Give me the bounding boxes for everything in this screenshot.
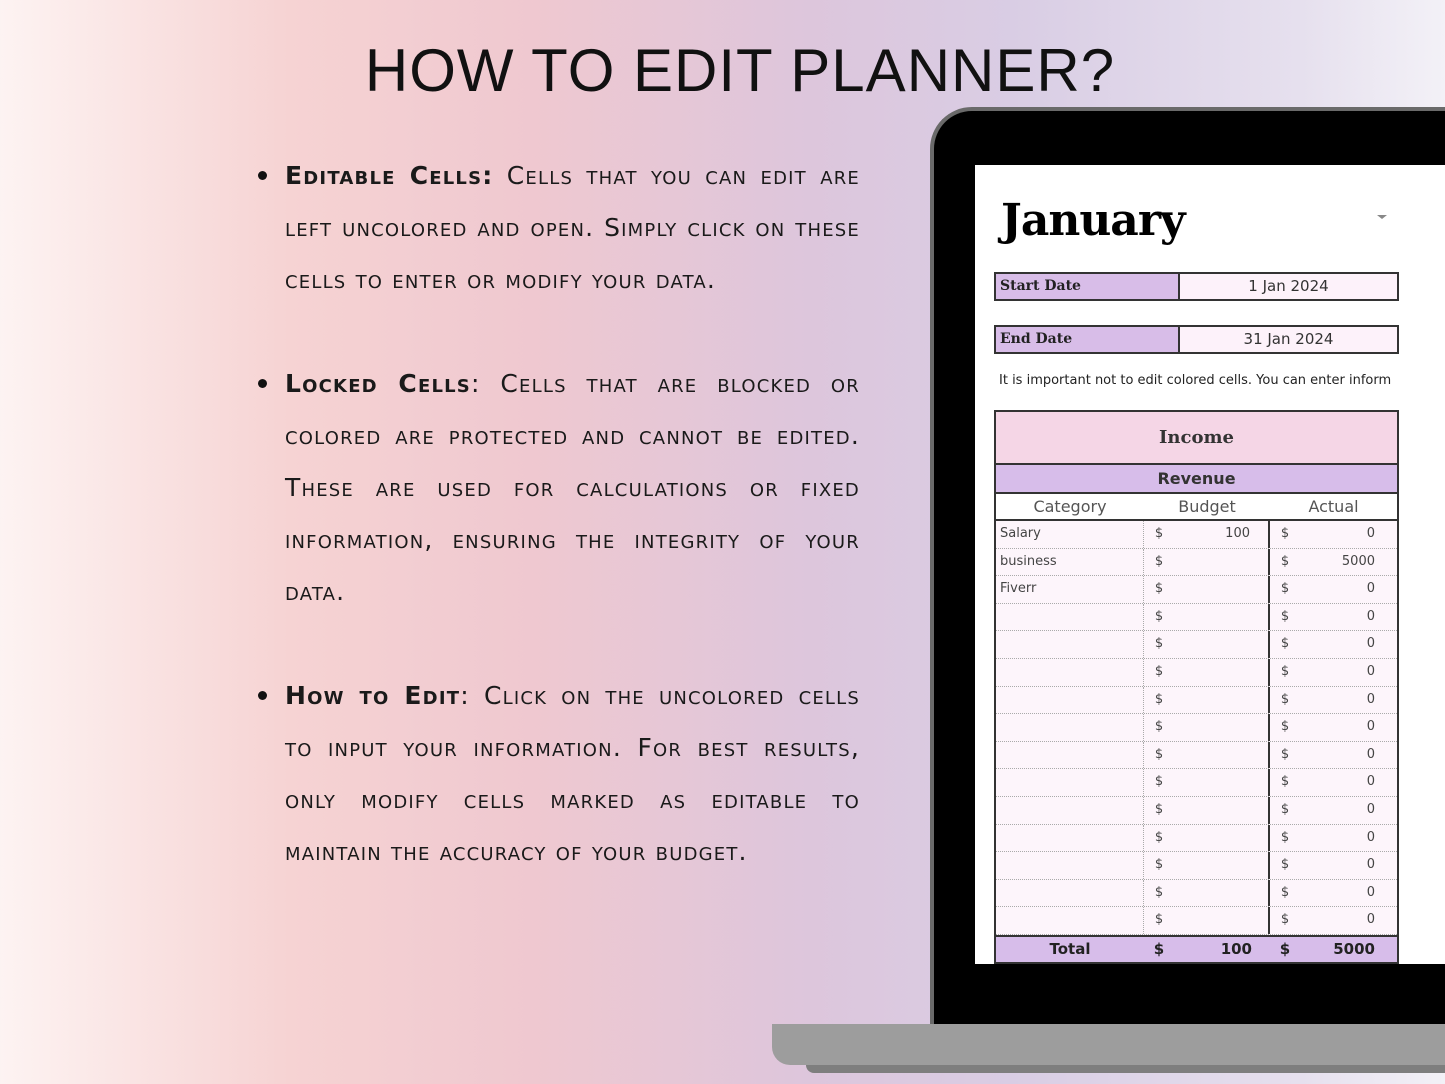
table-row — [996, 659, 1397, 687]
budget-cell[interactable] — [1174, 687, 1270, 714]
instruction-body: : Click on the uncolored cells to input your information. For best results, only modify cells marked as editable to maintain the accuracy of your budget. — [285, 681, 860, 866]
currency-symbol: $ — [1154, 801, 1164, 817]
currency-symbol: $ — [1154, 663, 1164, 679]
currency-symbol: $ — [1280, 553, 1290, 569]
budget-cell[interactable] — [1174, 769, 1270, 796]
currency-symbol: $ — [1154, 526, 1164, 541]
bullet-dot-icon — [258, 379, 267, 388]
category-cell[interactable]: Fiverr — [996, 576, 1144, 603]
table-body — [996, 521, 1397, 935]
category-cell[interactable] — [996, 907, 1144, 934]
table-row — [996, 576, 1397, 604]
budget-cell[interactable] — [1174, 880, 1270, 907]
currency-symbol: $ — [1154, 746, 1164, 762]
edit-warning-note: It is important not to edit colored cells. You can enter inform — [999, 373, 1392, 388]
currency-symbol: $ — [1154, 553, 1164, 569]
laptop-base-shadow — [806, 1065, 1445, 1073]
currency-symbol: $ — [1154, 636, 1164, 652]
actual-cell[interactable]: 0 — [1366, 719, 1375, 735]
instruction-body: : Cells that are blocked or colored are protected and cannot be edited. These are used for calculations or fixed information, ensuring the integrity of your data. — [285, 369, 860, 606]
table-row — [996, 852, 1397, 880]
end-date-cell[interactable]: 31 Jan 2024 — [1180, 327, 1397, 352]
budget-cell[interactable]: 100 — [1174, 521, 1270, 548]
dropdown-arrow-icon[interactable] — [1377, 215, 1387, 219]
instruction-text — [285, 150, 860, 306]
category-cell[interactable] — [996, 659, 1144, 686]
currency-symbol: $ — [1154, 884, 1164, 900]
end-date-row — [994, 325, 1399, 354]
currency-symbol: $ — [1154, 857, 1164, 873]
instruction-heading: Locked Cells — [285, 369, 471, 398]
currency-symbol: $ — [1280, 719, 1290, 735]
actual-cell[interactable]: 0 — [1366, 691, 1375, 707]
category-cell[interactable] — [996, 714, 1144, 741]
start-date-row — [994, 272, 1399, 301]
instruction-item — [258, 150, 860, 306]
budget-cell[interactable] — [1174, 907, 1270, 934]
actual-cell[interactable]: 0 — [1366, 884, 1375, 900]
currency-symbol: $ — [1280, 801, 1290, 817]
actual-column-header: Actual — [1308, 497, 1359, 516]
table-row — [996, 714, 1397, 742]
table-row — [996, 521, 1397, 549]
currency-symbol: $ — [1154, 912, 1164, 928]
budget-cell[interactable] — [1174, 825, 1270, 852]
budget-cell[interactable] — [1174, 549, 1270, 576]
total-actual: 5000 — [1333, 939, 1375, 958]
category-cell[interactable] — [996, 825, 1144, 852]
start-date-label: Start Date — [996, 274, 1180, 299]
revenue-header: Revenue — [996, 465, 1397, 494]
actual-cell[interactable]: 0 — [1366, 912, 1375, 928]
budget-cell[interactable] — [1174, 742, 1270, 769]
total-budget: 100 — [1220, 939, 1252, 958]
actual-cell[interactable]: 0 — [1366, 774, 1375, 790]
currency-symbol: $ — [1279, 939, 1291, 958]
instruction-list — [258, 150, 860, 930]
income-table — [994, 410, 1399, 964]
currency-symbol: $ — [1280, 912, 1290, 928]
budget-cell[interactable] — [1174, 604, 1270, 631]
budget-cell[interactable] — [1174, 852, 1270, 879]
actual-cell[interactable]: 0 — [1366, 581, 1375, 597]
laptop-base — [772, 1024, 1445, 1065]
month-title: January — [1001, 195, 1185, 246]
budget-cell[interactable] — [1174, 714, 1270, 741]
instruction-text — [285, 670, 860, 878]
budget-cell[interactable] — [1174, 797, 1270, 824]
bullet-dot-icon — [258, 171, 267, 180]
actual-cell[interactable]: 0 — [1366, 801, 1375, 817]
category-cell[interactable] — [996, 797, 1144, 824]
end-date-label: End Date — [996, 327, 1180, 352]
column-headers — [996, 494, 1397, 521]
currency-symbol: $ — [1280, 857, 1290, 873]
table-row — [996, 604, 1397, 632]
budget-cell[interactable] — [1174, 576, 1270, 603]
income-header: Income — [996, 412, 1397, 465]
spreadsheet-screen — [975, 165, 1445, 964]
table-row — [996, 769, 1397, 797]
category-cell[interactable] — [996, 769, 1144, 796]
currency-symbol: $ — [1154, 719, 1164, 735]
category-cell[interactable]: Salary — [996, 521, 1144, 548]
currency-symbol: $ — [1280, 774, 1290, 790]
table-row — [996, 549, 1397, 577]
actual-cell[interactable]: 0 — [1366, 663, 1375, 679]
bullet-dot-icon — [258, 691, 267, 700]
category-column-header: Category — [1033, 497, 1107, 516]
budget-column-header: Budget — [1178, 497, 1236, 516]
currency-symbol: $ — [1280, 884, 1290, 900]
actual-cell[interactable]: 0 — [1366, 636, 1375, 652]
table-row — [996, 907, 1397, 935]
currency-symbol: $ — [1280, 608, 1290, 624]
table-row — [996, 880, 1397, 908]
category-cell[interactable] — [996, 852, 1144, 879]
currency-symbol: $ — [1154, 829, 1164, 845]
currency-symbol: $ — [1154, 691, 1164, 707]
budget-cell[interactable] — [1174, 631, 1270, 658]
budget-cell[interactable] — [1174, 659, 1270, 686]
category-cell[interactable] — [996, 604, 1144, 631]
table-row — [996, 687, 1397, 715]
category-cell[interactable]: business — [996, 549, 1144, 576]
instruction-heading: How to Edit — [285, 681, 461, 710]
currency-symbol: $ — [1154, 774, 1164, 790]
category-cell[interactable] — [996, 687, 1144, 714]
instruction-item — [258, 358, 860, 618]
instruction-body: Cells that you can edit are left uncolored and open. Simply click on these cells to enter or modify your data. — [285, 161, 861, 294]
currency-symbol: $ — [1280, 636, 1290, 652]
actual-cell[interactable]: 0 — [1366, 746, 1375, 762]
instruction-item — [258, 670, 860, 878]
table-row — [996, 742, 1397, 770]
instruction-heading: Editable Cells: — [285, 161, 494, 190]
start-date-cell[interactable]: 1 Jan 2024 — [1180, 274, 1397, 299]
currency-symbol: $ — [1280, 691, 1290, 707]
currency-symbol: $ — [1153, 939, 1165, 958]
category-cell[interactable] — [996, 742, 1144, 769]
currency-symbol: $ — [1280, 581, 1290, 597]
currency-symbol: $ — [1280, 829, 1290, 845]
table-row — [996, 631, 1397, 659]
currency-symbol: $ — [1154, 608, 1164, 624]
currency-symbol: $ — [1280, 663, 1290, 679]
actual-cell[interactable]: 0 — [1366, 829, 1375, 845]
actual-cell[interactable]: 0 — [1366, 608, 1375, 624]
total-label: Total — [1049, 939, 1091, 958]
page-title: HOW TO EDIT PLANNER? — [364, 37, 1116, 104]
table-row — [996, 797, 1397, 825]
category-cell[interactable] — [996, 631, 1144, 658]
actual-cell[interactable]: 5000 — [1341, 553, 1375, 569]
actual-cell[interactable]: 0 — [1366, 857, 1375, 873]
instruction-text — [285, 358, 860, 618]
category-cell[interactable] — [996, 880, 1144, 907]
total-row — [996, 935, 1397, 962]
currency-symbol: $ — [1280, 746, 1290, 762]
table-row — [996, 825, 1397, 853]
currency-symbol: $ — [1154, 581, 1164, 597]
currency-symbol: $ — [1280, 526, 1290, 541]
actual-cell[interactable]: 0 — [1366, 526, 1375, 541]
